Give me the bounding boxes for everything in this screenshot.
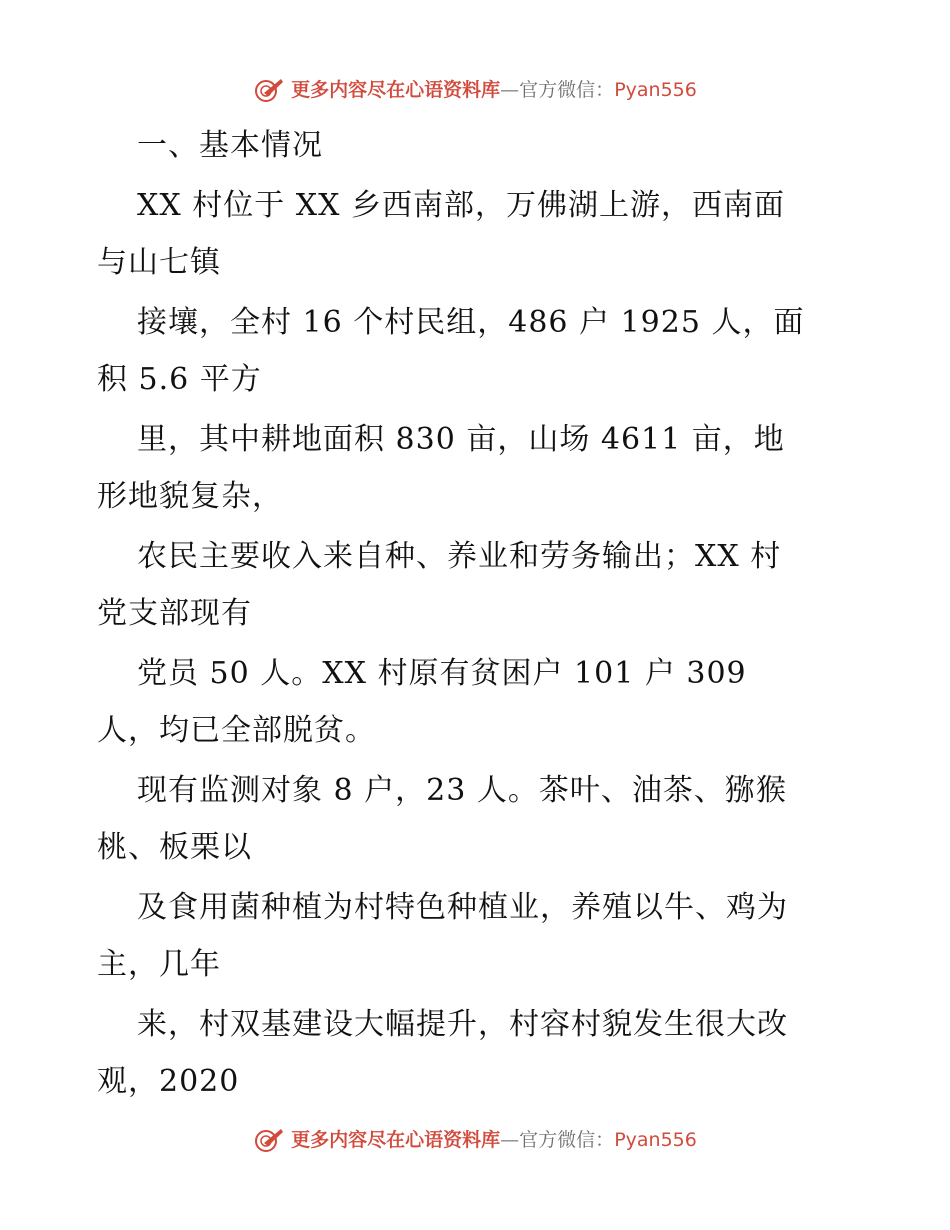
paragraph-line: 党支部现有 <box>97 596 252 631</box>
footer-watermark <box>0 1126 950 1154</box>
watermark-wechat-id: Pyan556 <box>614 79 697 101</box>
watermark-wechat-id: Pyan556 <box>614 1129 697 1151</box>
paragraph-line: 积 5.6 平方 <box>97 362 262 397</box>
paragraph-line: 观，2020 <box>97 1064 240 1099</box>
pen-nib-icon <box>253 76 285 104</box>
watermark-main-text: 更多内容尽在心语资料库 <box>291 1129 501 1151</box>
watermark-dash: — <box>500 79 520 101</box>
section-heading: 一、基本情况 <box>137 128 323 163</box>
header-watermark <box>0 76 950 104</box>
paragraph-line: 人，均已全部脱贫。 <box>97 713 376 748</box>
paragraph-line: 接壤，全村 16 个村民组，486 户 1925 人，面 <box>137 305 805 340</box>
paragraph-line: XX 村位于 XX 乡西南部，万佛湖上游，西南面 <box>137 188 786 223</box>
paragraph-line: 主，几年 <box>97 947 221 982</box>
paragraph-line: 桃、板栗以 <box>97 830 252 865</box>
watermark-wechat-label: 官方微信： <box>519 1129 615 1151</box>
watermark-main-text: 更多内容尽在心语资料库 <box>291 79 501 101</box>
paragraph-line: 形地貌复杂， <box>97 479 283 514</box>
watermark-dash: — <box>500 1129 520 1151</box>
paragraph-line: 党员 50 人。XX 村原有贫困户 101 户 309 <box>137 656 747 691</box>
paragraph-line: 农民主要收入来自种、养业和劳务输出；XX 村 <box>137 539 782 574</box>
watermark-wechat-label: 官方微信： <box>519 79 615 101</box>
paragraph-line: 现有监测对象 8 户，23 人。茶叶、油茶、猕猴 <box>137 773 787 808</box>
pen-nib-icon <box>253 1126 285 1154</box>
paragraph-line: 与山七镇 <box>97 245 221 280</box>
paragraph-line: 里，其中耕地面积 830 亩，山场 4611 亩，地 <box>137 422 785 457</box>
paragraph-line: 及食用菌种植为村特色种植业，养殖以牛、鸡为 <box>137 890 788 925</box>
paragraph-line: 来，村双基建设大幅提升，村容村貌发生很大改 <box>137 1007 788 1042</box>
